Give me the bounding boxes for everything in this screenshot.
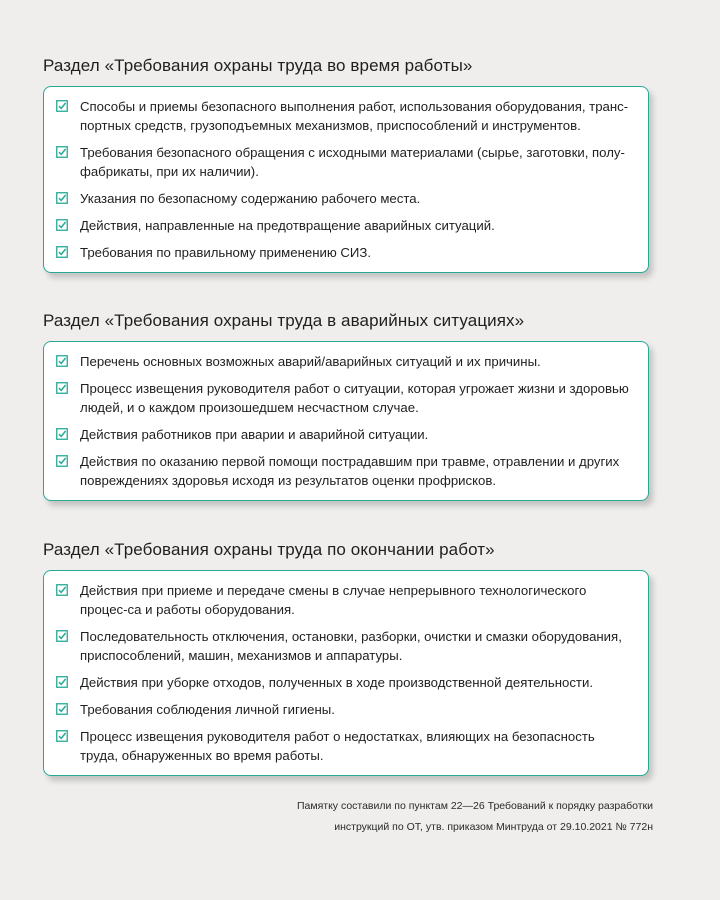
list-item [56,143,634,181]
list-item [56,216,634,235]
checked-box-icon [56,219,68,231]
section-title: Раздел «Требования охраны труда в аварийных ситуациях» [43,311,525,330]
checked-box-icon [56,630,68,642]
list-item-text: Указания по безопасному содержанию рабочего места. [80,191,421,206]
checked-box-icon [56,382,68,394]
checked-box-icon [56,246,68,258]
checked-box-icon [56,703,68,715]
list-item [56,352,634,371]
section-title: Раздел «Требования охраны труда по окончании работ» [43,540,495,559]
checklist-card [43,86,649,273]
section-title: Раздел «Требования охраны труда во время работы» [43,56,473,75]
checked-box-icon [56,355,68,367]
list-item [56,700,634,719]
list-item [56,627,634,665]
list-item [56,97,634,135]
checked-box-icon [56,428,68,440]
checked-box-icon [56,676,68,688]
list-item-text: Действия при уборке отходов, полученных в ходе производственной деятельности. [80,675,593,690]
checked-box-icon [56,192,68,204]
list-item-text: Способы и приемы безопасного выполнения работ, использования оборудования, транс-портных средств, грузоподъемных механизмов, приспособлений и инструментов. [80,99,629,133]
list-item-text: Последовательность отключения, остановки, разборки, очистки и смазки оборудования, приспособлений, машин, механизмов и аппаратуры. [80,629,622,663]
checked-box-icon [56,146,68,158]
list-item [56,243,634,262]
checked-box-icon [56,730,68,742]
list-item [56,379,634,417]
list-item-text: Действия по оказанию первой помощи пострадавшим при травме, отравлении и других повреждениях здоровья исходя из результатов оценки профрисков. [80,454,620,488]
list-item-text: Перечень основных возможных аварий/аварийных ситуаций и их причины. [80,354,541,369]
list-item-text: Требования по правильному применению СИЗ. [80,245,372,260]
checked-box-icon [56,455,68,467]
list-item [56,425,634,444]
section-emergency [43,311,651,488]
list-item-text: Процесс извещения руководителя работ о недостатках, влияющих на безопасность труда, обнаруженных во время работы. [80,729,595,763]
list-item [56,452,634,490]
list-item-text: Действия, направленные на предотвращение аварийных ситуаций. [80,218,495,233]
checked-box-icon [56,584,68,596]
list-item-text: Действия работников при аварии и аварийной ситуации. [80,427,429,442]
list-item-text: Требования соблюдения личной гигиены. [80,702,335,717]
list-item [56,727,634,765]
checklist-card [43,570,649,776]
list-item-text: Требования безопасного обращения с исходными материалами (сырье, заготовки, полу-фабрикаты, при их наличии). [80,145,625,179]
footnote-line-1: Памятку составили по пунктам 22—26 Требований к порядку разработки [296,800,653,812]
footnote [233,796,653,838]
list-item [56,581,634,619]
list-item-text: Процесс извещения руководителя работ о ситуации, которая угрожает жизни и здоровью людей, и о каждом произошедшем несчастном случае. [80,381,629,415]
list-item [56,189,634,208]
list-item [56,673,634,692]
section-after-work [43,540,651,763]
footnote-line-2: инструкций по ОТ, утв. приказом Минтруда от 29.10.2021 № 772н [334,821,653,833]
checked-box-icon [56,100,68,112]
list-item-text: Действия при приеме и передаче смены в случае непрерывного технологического процес-са и работы оборудования. [80,583,587,617]
checklist-card [43,341,649,501]
section-during-work [43,56,651,260]
